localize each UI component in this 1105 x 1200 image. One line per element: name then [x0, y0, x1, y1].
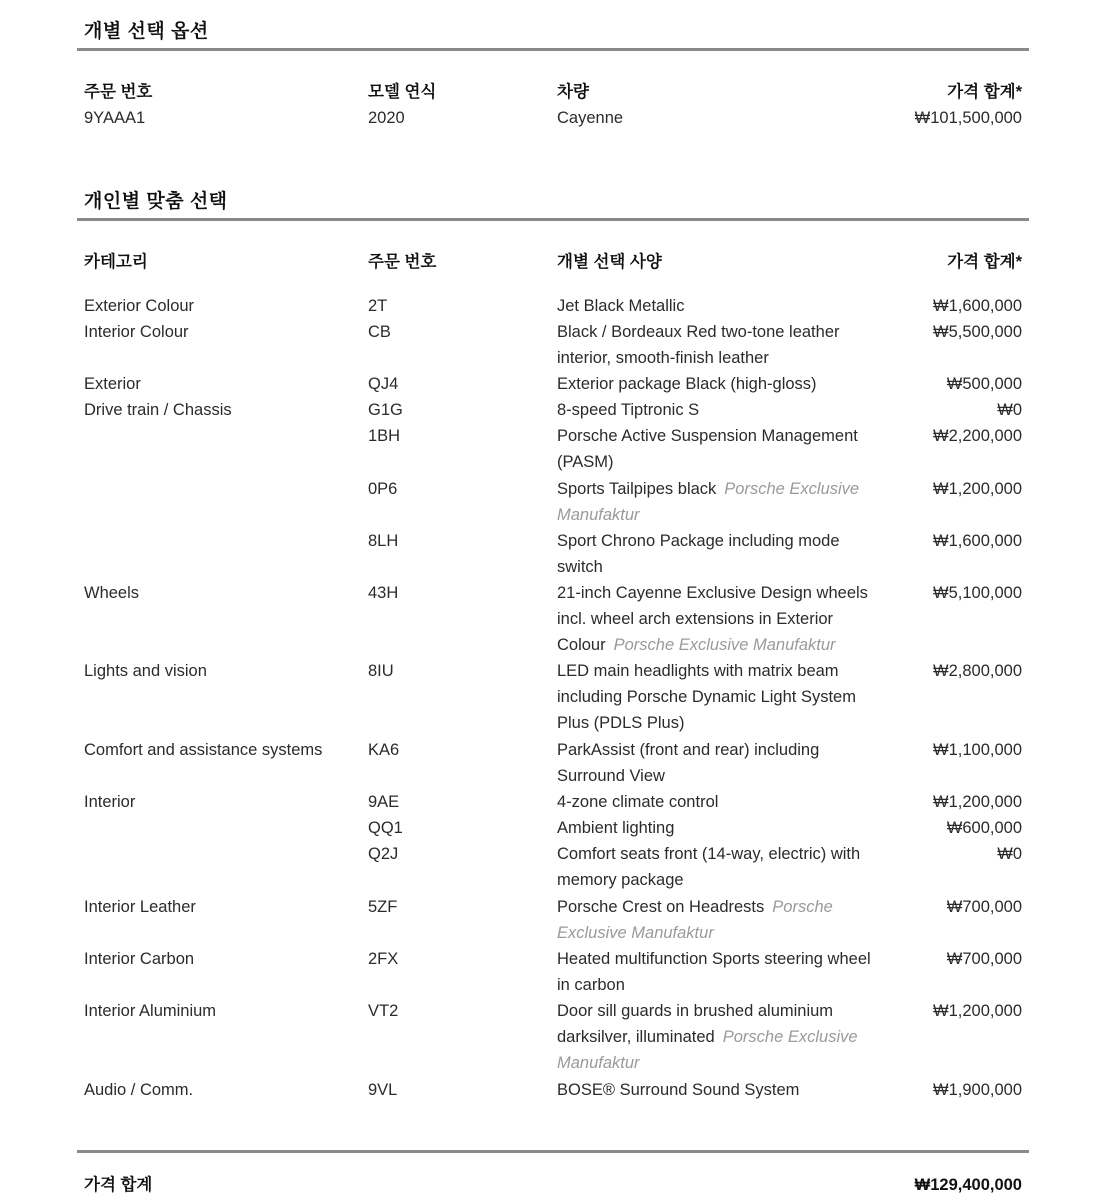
- header-category: 카테고리: [84, 253, 148, 271]
- row-price: ₩2,800,000: [933, 662, 1022, 680]
- header-vehicle: 차량: [557, 83, 589, 101]
- row-order-code: 1BH: [368, 427, 401, 445]
- row-price: ₩2,200,000: [933, 427, 1022, 445]
- exclusive-manufaktur-note: Porsche Exclusive Manufaktur: [557, 898, 833, 942]
- row-spec: [557, 423, 885, 475]
- total-label: 가격 합계: [84, 1176, 153, 1194]
- header-price-total: 가격 합계*: [947, 83, 1022, 101]
- row-price: ₩1,200,000: [933, 793, 1022, 811]
- row-spec-text: Ambient lighting: [557, 819, 675, 837]
- header-model-year: 모델 연식: [368, 83, 437, 101]
- row-order-code: VT2: [368, 1002, 399, 1020]
- row-spec-text: 21-inch Cayenne Exclusive Design wheels incl. wheel arch extensions in Exterior Colour: [557, 584, 868, 654]
- section-title-personalization: 개인별 맞춤 선택: [84, 191, 228, 212]
- row-category: Interior Carbon: [84, 950, 195, 968]
- row-spec-text: LED main headlights with matrix beam including Porsche Dynamic Light System Plus (PDLS Plus): [557, 662, 856, 732]
- row-price: ₩1,600,000: [933, 297, 1022, 315]
- row-spec-text: Heated multifunction Sports steering wheel in carbon: [557, 950, 871, 994]
- row-spec-text: 4-zone climate control: [557, 793, 719, 811]
- row-order-code: 8IU: [368, 662, 394, 680]
- row-order-code: Q2J: [368, 845, 399, 863]
- row-spec: [557, 658, 885, 736]
- row-price: ₩0: [997, 845, 1022, 863]
- row-order-code: 8LH: [368, 532, 399, 550]
- row-price: ₩1,600,000: [933, 532, 1022, 550]
- row-category: Interior Aluminium: [84, 1002, 217, 1020]
- row-price: ₩1,100,000: [933, 741, 1022, 759]
- row-price: ₩600,000: [946, 819, 1022, 837]
- vehicle-value: Cayenne: [557, 109, 624, 127]
- row-price: ₩1,200,000: [933, 1002, 1022, 1020]
- row-category: Audio / Comm.: [84, 1081, 194, 1099]
- row-price: ₩1,200,000: [933, 480, 1022, 498]
- row-spec: [557, 397, 885, 423]
- row-price: ₩700,000: [946, 898, 1022, 916]
- row-order-code: KA6: [368, 741, 400, 759]
- row-price: ₩500,000: [946, 375, 1022, 393]
- row-spec-text: Comfort seats front (14-way, electric) with memory package: [557, 845, 861, 889]
- row-category: Exterior: [84, 375, 141, 393]
- exclusive-manufaktur-note: Porsche Exclusive Manufaktur: [557, 1028, 858, 1072]
- row-order-code: G1G: [368, 401, 403, 419]
- header-spec: 개별 선택 사양: [557, 253, 662, 271]
- row-spec: [557, 319, 885, 371]
- row-order-code: 5ZF: [368, 898, 398, 916]
- order-no-value: 9YAAA1: [84, 109, 146, 127]
- row-order-code: 0P6: [368, 480, 398, 498]
- base-price-value: ₩101,500,000: [914, 109, 1022, 127]
- row-spec-text: BOSE® Surround Sound System: [557, 1081, 800, 1099]
- row-order-code: 2T: [368, 297, 388, 315]
- row-spec: [557, 946, 885, 998]
- row-spec: [557, 737, 885, 789]
- row-category: Drive train / Chassis: [84, 401, 232, 419]
- exclusive-manufaktur-note: Porsche Exclusive Manufaktur: [557, 480, 860, 524]
- row-spec: [557, 371, 885, 397]
- row-spec: [557, 815, 885, 841]
- row-price: ₩5,100,000: [933, 584, 1022, 602]
- row-spec: [557, 293, 885, 319]
- row-category: Lights and vision: [84, 662, 207, 680]
- row-order-code: 43H: [368, 584, 399, 602]
- row-spec: [557, 1077, 885, 1103]
- model-year-value: 2020: [368, 109, 405, 127]
- row-spec-text: Porsche Active Suspension Management (PASM): [557, 427, 858, 471]
- row-order-code: 9VL: [368, 1081, 398, 1099]
- row-price: ₩700,000: [946, 950, 1022, 968]
- row-spec: [557, 580, 885, 658]
- row-category: Interior Leather: [84, 898, 196, 916]
- row-category: Wheels: [84, 584, 140, 602]
- row-spec-text: Sport Chrono Package including mode switch: [557, 532, 840, 576]
- row-spec-text: Black / Bordeaux Red two-tone leather interior, smooth-finish leather: [557, 323, 840, 367]
- total-value: ₩129,400,000: [914, 1176, 1022, 1194]
- row-spec-text: Porsche Crest on Headrests: [557, 898, 765, 916]
- header-order-no: 주문 번호: [84, 83, 153, 101]
- row-order-code: QJ4: [368, 375, 399, 393]
- row-category: Comfort and assistance systems: [84, 741, 323, 759]
- row-spec: [557, 894, 885, 946]
- row-spec: [557, 998, 885, 1076]
- row-spec-text: Sports Tailpipes black: [557, 480, 717, 498]
- row-category: Interior Colour: [84, 323, 189, 341]
- row-spec-text: 8-speed Tiptronic S: [557, 401, 700, 419]
- row-spec-text: Door sill guards in brushed aluminium darksilver, illuminated: [557, 1002, 834, 1046]
- row-spec: [557, 528, 885, 580]
- row-price: ₩0: [997, 401, 1022, 419]
- row-price: ₩1,900,000: [933, 1081, 1022, 1099]
- row-category: Exterior Colour: [84, 297, 195, 315]
- row-spec: [557, 476, 885, 528]
- row-spec: [557, 841, 885, 893]
- section-divider: [77, 48, 1029, 51]
- exclusive-manufaktur-note: Porsche Exclusive Manufaktur: [613, 636, 836, 654]
- header-price-total: 가격 합계*: [947, 253, 1022, 271]
- row-price: ₩5,500,000: [933, 323, 1022, 341]
- row-category: Interior: [84, 793, 136, 811]
- total-divider: [77, 1150, 1029, 1153]
- header-order-no: 주문 번호: [368, 253, 437, 271]
- row-order-code: 2FX: [368, 950, 399, 968]
- row-order-code: CB: [368, 323, 391, 341]
- section-divider: [77, 218, 1029, 221]
- row-order-code: QQ1: [368, 819, 403, 837]
- section-title-individual-options: 개별 선택 옵션: [84, 21, 209, 42]
- row-spec-text: Exterior package Black (high-gloss): [557, 375, 817, 393]
- row-spec-text: Jet Black Metallic: [557, 297, 685, 315]
- row-order-code: 9AE: [368, 793, 400, 811]
- row-spec: [557, 789, 885, 815]
- row-spec-text: ParkAssist (front and rear) including Surround View: [557, 741, 820, 785]
